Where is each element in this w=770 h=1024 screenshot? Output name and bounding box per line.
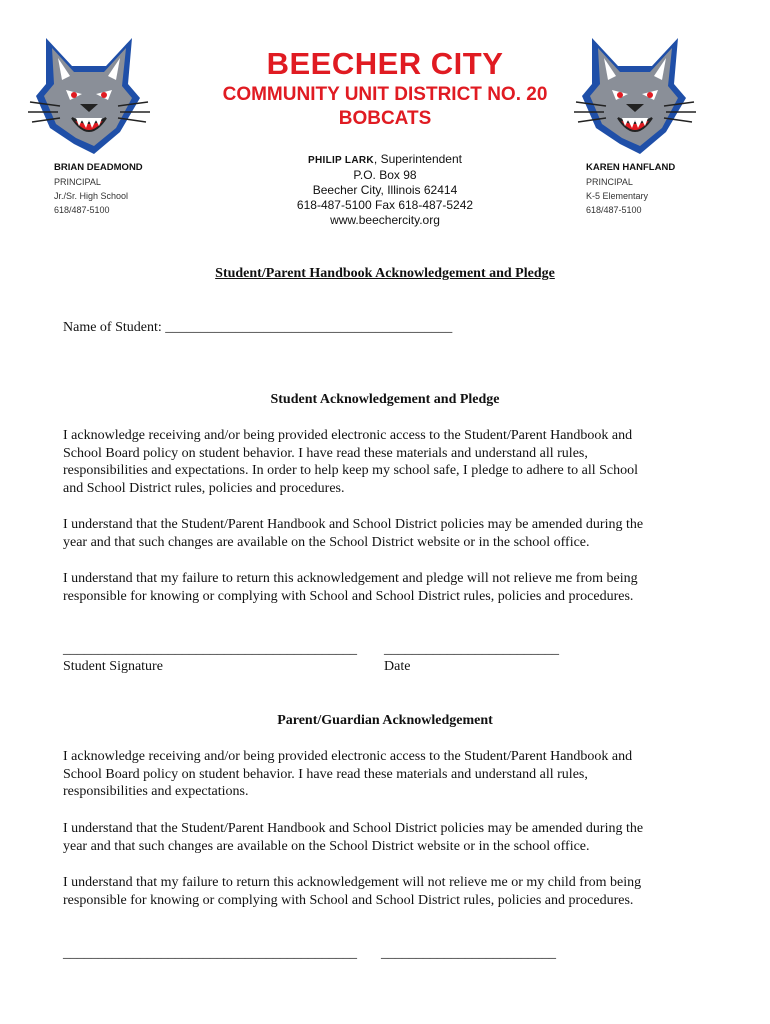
left-contact-role: PRINCIPAL [54, 177, 101, 187]
left-contact-phone: 618/487-5100 [54, 205, 110, 215]
parent-signature-line[interactable]: __________________________________________ [63, 946, 357, 961]
right-contact-role: PRINCIPAL [586, 177, 633, 187]
district-title: BEECHER CITY [266, 46, 504, 81]
superintendent-block [0, 152, 770, 228]
parent-paragraph-1: I acknowledge receiving and/or being provided electronic access to the Student/Parent Handbook and School Board policy on student behavior. I have read these materials and understand all rules, responsibilities and expectations. [63, 749, 633, 799]
right-contact-phone: 618/487-5100 [586, 205, 642, 215]
document-title: Student/Parent Handbook Acknowledgement and Pledge [215, 266, 555, 281]
left-contact-school: Jr./Sr. High School [54, 191, 129, 201]
right-contact-school: K-5 Elementary [586, 191, 649, 201]
parent-section-heading: Parent/Guardian Acknowledgement [277, 713, 493, 728]
parent-date-line[interactable]: _________________________ [381, 946, 556, 961]
superintendent-address2: Beecher City, Illinois 62414 [312, 183, 458, 197]
left-contact-name: BRIAN DEADMOND [54, 162, 143, 173]
superintendent-phones: 618-487-5100 Fax 618-487-5242 [296, 198, 474, 212]
superintendent-name: PHILIP LARK [308, 155, 374, 166]
student-paragraph-3: I understand that my failure to return this acknowledgement and pledge will not relieve me from being responsible for knowing or complying with School and School District rules, policies and procedures. [63, 571, 638, 604]
student-signature-line[interactable]: __________________________________________ [63, 642, 357, 657]
district-website: www.beechercity.org [330, 213, 440, 227]
student-section-heading: Student Acknowledgement and Pledge [270, 392, 500, 407]
student-date-line[interactable]: _________________________ [384, 642, 559, 657]
student-date-label: Date [384, 659, 411, 674]
student-paragraph-2: I understand that the Student/Parent Handbook and School District policies may be amended during the year and that such changes are available on the School District website or in the school office. [63, 517, 644, 550]
superintendent-address1: P.O. Box 98 [353, 168, 417, 182]
student-name-field[interactable]: Name of Student: _________________________________________ [63, 320, 453, 335]
student-paragraph-1: I acknowledge receiving and/or being provided electronic access to the Student/Parent Handbook and School Board policy on student behavior. I have read these materials and understand all rules, responsibilities and expectations. In order to help keep my school safe, I pledge to adhere to all School and School District rules, policies and procedures. [63, 428, 639, 496]
parent-paragraph-3: I understand that my failure to return this acknowledgement will not relieve me or my child from being responsible for knowing or complying with School and School District rules, policies and procedures. [63, 875, 642, 908]
parent-paragraph-2: I understand that the Student/Parent Handbook and School District policies may be amended during the year and that such changes are available on the School District website or in the school office. [63, 821, 644, 854]
right-contact-name: KAREN HANFLAND [586, 162, 676, 173]
district-subtitle: COMMUNITY UNIT DISTRICT NO. 20 [222, 84, 548, 105]
student-signature-label: Student Signature [63, 659, 163, 674]
team-name: BOBCATS [338, 108, 432, 129]
superintendent-title: , Superintendent [373, 152, 462, 166]
